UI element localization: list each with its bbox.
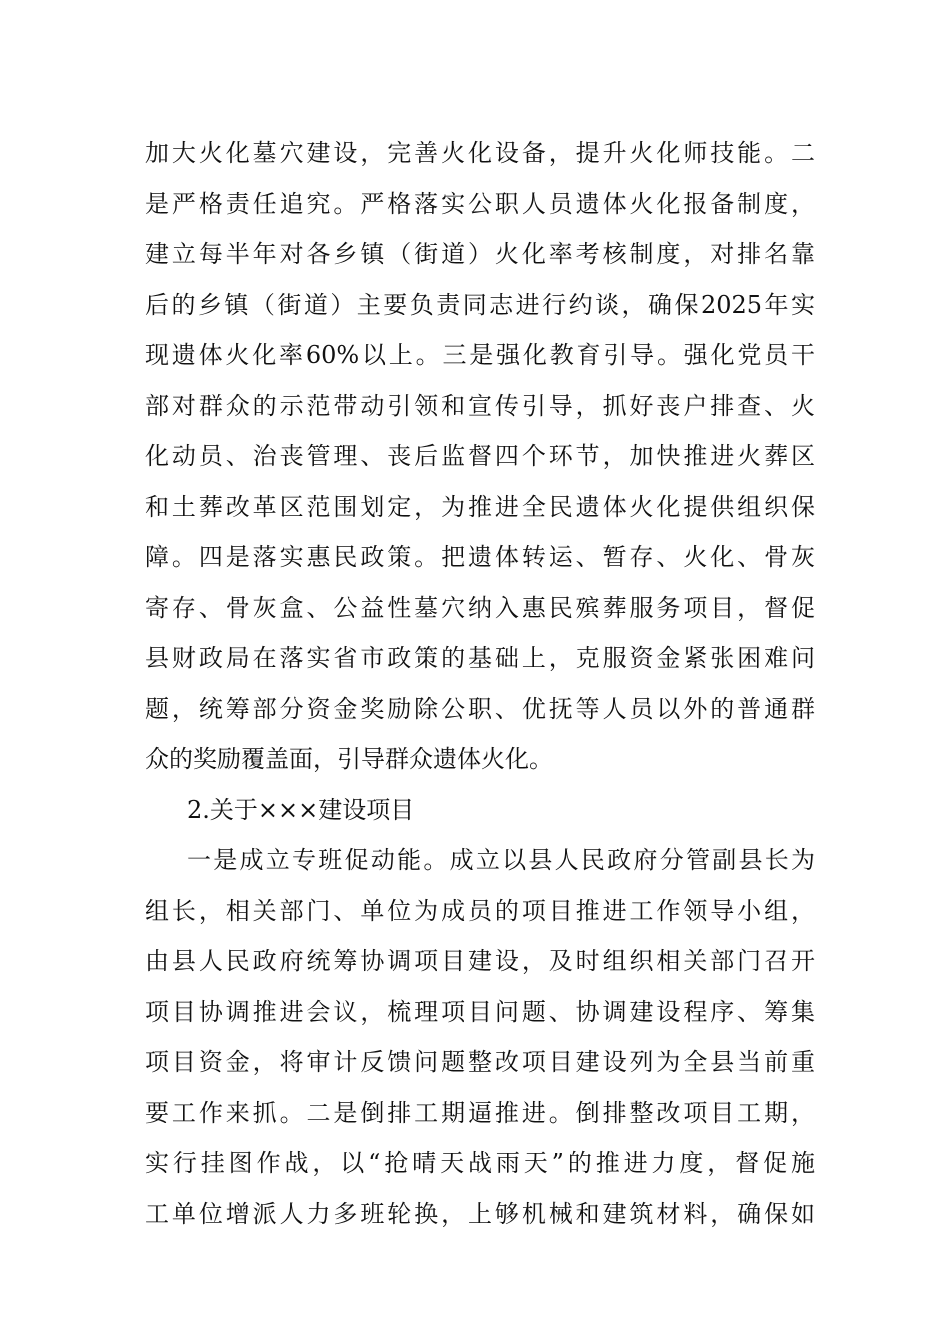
paragraph-line: 项目协调推进会议，梳理项目问题、协调建设程序、筹集: [145, 997, 815, 1026]
paragraph-line: 部对群众的示范带动引领和宣传引导，抓好丧户排查、火: [145, 391, 815, 420]
paragraph-line: 众的奖励覆盖面，引导群众遗体火化。: [145, 745, 553, 773]
paragraph-line: 建立每半年对各乡镇（街道）火化率考核制度，对排名靠: [145, 240, 815, 268]
paragraph-line: 项目资金，将审计反馈问题整改项目建设列为全县当前重: [145, 1048, 815, 1076]
paragraph-line: 由县人民政府统筹协调项目建设，及时组织相关部门召开: [145, 947, 815, 975]
paragraph-line: 工单位增派人力多班轮换，上够机械和建筑材料，确保如: [145, 1199, 815, 1228]
paragraph-line: 一是成立专班促动能。成立以县人民政府分管副县长为: [187, 846, 815, 874]
paragraph-line: 后的乡镇（街道）主要负责同志进行约谈，确保2025年实: [145, 290, 815, 319]
paragraph-line: 障。四是落实惠民政策。把遗体转运、暂存、火化、骨灰: [145, 543, 815, 571]
paragraph-line: 是严格责任追究。严格落实公职人员遗体火化报备制度，: [145, 189, 815, 218]
paragraph-line: 和土葬改革区范围划定，为推进全民遗体火化提供组织保: [145, 492, 815, 521]
paragraph-line: 县财政局在落实省市政策的基础上，克服资金紧张困难问: [145, 644, 815, 672]
paragraph-line: 化动员、治丧管理、丧后监督四个环节，加快推进火葬区: [145, 442, 815, 470]
paragraph-line: 寄存、骨灰盒、公益性墓穴纳入惠民殡葬服务项目，督促: [145, 593, 815, 622]
paragraph-line: 现遗体火化率60%以上。三是强化教育引导。强化党员干: [145, 341, 815, 369]
paragraph-line: 题，统筹部分资金奖励除公职、优抚等人员以外的普通群: [145, 694, 815, 723]
paragraph-line: 加大火化墓穴建设，完善火化设备，提升火化师技能。二: [145, 139, 815, 167]
paragraph-line: 实行挂图作战，以“抢晴天战雨天”的推进力度，督促施: [145, 1149, 815, 1177]
paragraph-line: 组长，相关部门、单位为成员的项目推进工作领导小组，: [145, 896, 815, 925]
section-heading: 2.关于×××建设项目: [187, 795, 415, 824]
paragraph-line: 要工作来抓。二是倒排工期逼推进。倒排整改项目工期，: [145, 1098, 815, 1127]
document-body: [145, 128, 815, 1239]
